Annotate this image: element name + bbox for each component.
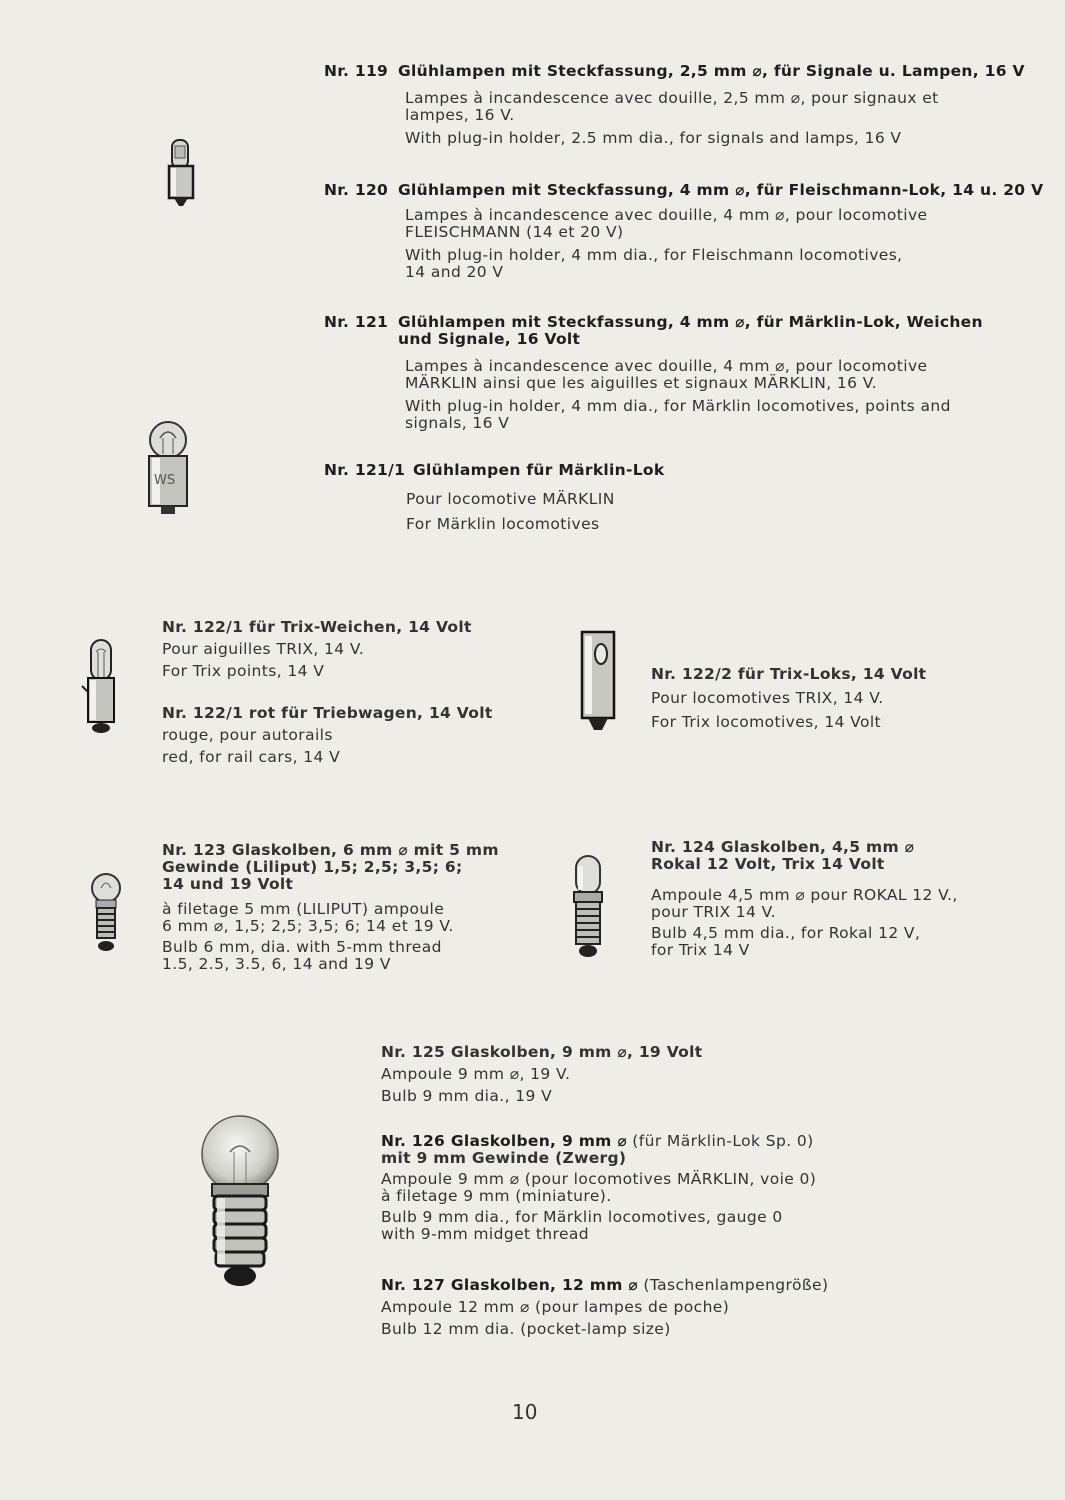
- entry-119-fr-line2: lampes, 16 V.: [405, 106, 515, 124]
- bulb-125-127-image: [194, 1112, 286, 1292]
- bulb-124-image: [566, 852, 610, 960]
- page-number: 10: [512, 1400, 538, 1424]
- entry-126-fr-line1: Ampoule 9 mm ⌀ (pour locomotives MÄRKLIN, voie 0): [381, 1170, 817, 1188]
- entry-126-title-bold: Nr. 126 Glaskolben, 9 mm ⌀: [381, 1132, 627, 1150]
- entry-119-en: With plug-in holder, 2.5 mm dia., for signals and lamps, 16 V: [405, 129, 902, 147]
- entry-121: [324, 313, 983, 432]
- entry-121-1-header: [324, 462, 976, 479]
- entry-121-header: [324, 313, 983, 348]
- entry-122-2-title: Nr. 122/2 für Trix-Loks, 14 Volt: [651, 665, 927, 683]
- entry-121-fr-line2: MÄRKLIN ainsi que les aiguilles et signaux MÄRKLIN, 16 V.: [405, 374, 878, 392]
- entry-124-title-line2: Rokal 12 Volt, Trix 14 Volt: [651, 855, 885, 873]
- entry-121-1-title: Glühlampen für Märklin-Lok: [413, 461, 665, 479]
- entry-123-fr-line1: à filetage 5 mm (LILIPUT) ampoule: [162, 900, 445, 918]
- entry-122-2: [651, 662, 1011, 734]
- entry-125-en: Bulb 9 mm dia., 19 V: [381, 1087, 553, 1105]
- entry-121-en-line1: With plug-in holder, 4 mm dia., for Märklin locomotives, points and: [405, 397, 951, 415]
- entry-125: [381, 1041, 1001, 1107]
- entry-120-en-line2: 14 and 20 V: [405, 263, 504, 281]
- bulb-123-image: [86, 870, 126, 956]
- entry-120-fr-line1: Lampes à incandescence avec douille, 4 mm ⌀, pour locomotive: [405, 206, 928, 224]
- bulb-119-120-image: [165, 138, 199, 208]
- entry-120: [324, 181, 1044, 281]
- entry-121-1: [324, 462, 976, 537]
- entry-121-title-line2: und Signale, 16 Volt: [398, 330, 581, 348]
- entry-126-en-line2: with 9-mm midget thread: [381, 1225, 590, 1243]
- entry-121-fr-line1: Lampes à incandescence avec douille, 4 mm ⌀, pour locomotive: [405, 357, 928, 375]
- entry-120-en-line1: With plug-in holder, 4 mm dia., for Fleischmann locomotives,: [405, 246, 903, 264]
- entry-125-title: Nr. 125 Glaskolben, 9 mm ⌀, 19 Volt: [381, 1043, 703, 1061]
- entry-124: [651, 839, 1011, 959]
- entry-127-title: [381, 1274, 1021, 1296]
- entry-127-fr: Ampoule 12 mm ⌀ (pour lampes de poche): [381, 1298, 730, 1316]
- entry-127: [381, 1274, 1021, 1340]
- entry-127-title-rest: (Taschenlampengröße): [638, 1276, 829, 1294]
- entry-125-fr: Ampoule 9 mm ⌀, 19 V.: [381, 1065, 571, 1083]
- entry-123: [162, 842, 522, 973]
- entry-126-title-line2: mit 9 mm Gewinde (Zwerg): [381, 1149, 627, 1167]
- entry-121-number: Nr. 121: [324, 313, 389, 331]
- entry-119-header: [324, 62, 1025, 80]
- entry-122-1-en: For Trix points, 14 V: [162, 662, 325, 680]
- entry-121-1-en: For Märklin locomotives: [406, 515, 600, 533]
- bulb-121-image: [143, 420, 193, 516]
- entry-126-en-line1: Bulb 9 mm dia., for Märklin locomotives, gauge 0: [381, 1208, 783, 1226]
- entry-122-1-red-fr: rouge, pour autorails: [162, 726, 333, 744]
- entry-127-title-bold: Nr. 127 Glaskolben, 12 mm ⌀: [381, 1276, 639, 1294]
- entry-124-en-line1: Bulb 4,5 mm dia., for Rokal 12 V,: [651, 924, 921, 942]
- entry-119-number: Nr. 119: [324, 62, 389, 80]
- entry-124-fr-line2: pour TRIX 14 V.: [651, 903, 776, 921]
- entry-123-title-line1: Nr. 123 Glaskolben, 6 mm ⌀ mit 5 mm: [162, 841, 499, 859]
- bulb-122-2-image: [576, 630, 620, 734]
- entry-127-en: Bulb 12 mm dia. (pocket-lamp size): [381, 1320, 671, 1338]
- entry-121-en-line2: signals, 16 V: [405, 414, 510, 432]
- entry-124-fr-line1: Ampoule 4,5 mm ⌀ pour ROKAL 12 V.,: [651, 886, 958, 904]
- entry-123-title-line3: 14 und 19 Volt: [162, 875, 294, 893]
- entry-121-title-line1: Glühlampen mit Steckfassung, 4 mm ⌀, für Märklin-Lok, Weichen: [398, 313, 983, 331]
- entry-126: [381, 1133, 1021, 1243]
- entry-122-1-red-title: Nr. 122/1 rot für Triebwagen, 14 Volt: [162, 704, 493, 722]
- entry-126-fr-line2: à filetage 9 mm (miniature).: [381, 1187, 612, 1205]
- entry-123-title-line2: Gewinde (Liliput) 1,5; 2,5; 3,5; 6;: [162, 858, 463, 876]
- entry-122-1-title: Nr. 122/1 für Trix-Weichen, 14 Volt: [162, 618, 472, 636]
- entry-123-en-line2: 1.5, 2.5, 3.5, 6, 14 and 19 V: [162, 955, 391, 973]
- entry-122-2-fr: Pour locomotives TRIX, 14 V.: [651, 689, 884, 707]
- entry-122-1-fr: Pour aiguilles TRIX, 14 V.: [162, 640, 365, 658]
- entry-122-1-red-en: red, for rail cars, 14 V: [162, 748, 341, 766]
- bulb-122-1-image: [78, 636, 124, 736]
- entry-126-title-line1: [381, 1133, 1021, 1150]
- entry-119-fr-line1: Lampes à incandescence avec douille, 2,5 mm ⌀, pour signaux et: [405, 89, 939, 107]
- entry-120-header: [324, 181, 1044, 199]
- entry-122-1: [162, 616, 522, 768]
- entry-119-title: Glühlampen mit Steckfassung, 2,5 mm ⌀, für Signale u. Lampen, 16 V: [398, 62, 1025, 80]
- entry-124-en-line2: for Trix 14 V: [651, 941, 750, 959]
- entry-126-title-rest: (für Märklin-Lok Sp. 0): [626, 1132, 814, 1150]
- entry-120-title: Glühlampen mit Steckfassung, 4 mm ⌀, für Fleischmann-Lok, 14 u. 20 V: [398, 181, 1044, 199]
- entry-120-fr-line2: FLEISCHMANN (14 et 20 V): [405, 223, 624, 241]
- entry-122-2-en: For Trix locomotives, 14 Volt: [651, 713, 882, 731]
- entry-120-number: Nr. 120: [324, 181, 389, 199]
- entry-121-1-number: Nr. 121/1: [324, 461, 406, 479]
- entry-123-fr-line2: 6 mm ⌀, 1,5; 2,5; 3,5; 6; 14 et 19 V.: [162, 917, 454, 935]
- bulb-ws-label: WS: [154, 473, 176, 488]
- entry-121-1-fr: Pour locomotive MÄRKLIN: [406, 490, 615, 508]
- entry-124-title-line1: Nr. 124 Glaskolben, 4,5 mm ⌀: [651, 838, 915, 856]
- entry-119: [324, 62, 1025, 147]
- entry-123-en-line1: Bulb 6 mm, dia. with 5-mm thread: [162, 938, 442, 956]
